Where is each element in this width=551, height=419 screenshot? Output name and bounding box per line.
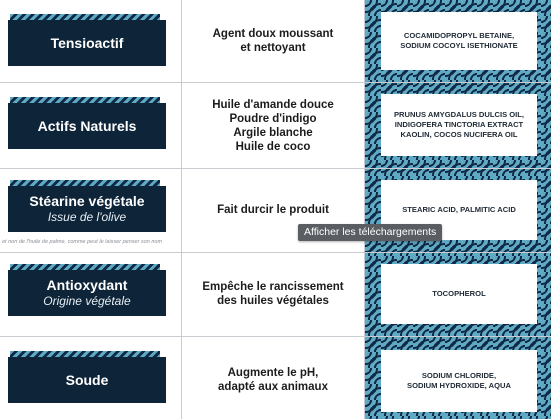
inci-line: TOCOPHEROL	[432, 289, 486, 298]
row-divider	[0, 336, 551, 337]
column-divider	[364, 0, 365, 419]
ingredient-description	[182, 348, 364, 412]
ingredient-label-subtitle: Issue de l'olive	[47, 210, 127, 224]
description-line: des huiles végétales	[217, 295, 329, 307]
inci-line: SODIUM CHLORIDE,	[421, 371, 497, 380]
description-line: Argile blanche	[233, 127, 313, 139]
inci-line: COCAMIDOPROPYL BETAINE,	[403, 31, 515, 40]
row-divider	[0, 168, 551, 169]
inci-line: KAOLIN, COCOS NUCIFERA OIL	[400, 130, 518, 139]
description-line: et nettoyant	[240, 42, 306, 54]
ingredient-label-title: Antioxydant	[46, 277, 128, 293]
inci-line: SODIUM COCOYL ISETHIONATE	[400, 41, 518, 50]
inci-line: PRUNUS AMYGDALUS DULCIS OIL,	[393, 110, 525, 119]
inci-line: STEARIC ACID, PALMITIC ACID	[402, 205, 516, 214]
ingredient-description	[182, 10, 364, 72]
ingredient-label-title: Actifs Naturels	[37, 117, 137, 134]
description-line: Agent doux moussant	[212, 28, 334, 40]
description-line: adapté aux animaux	[218, 381, 328, 393]
row-divider	[0, 82, 551, 83]
inci-line: SODIUM HYDROXIDE, AQUA	[407, 381, 511, 390]
inci-name-box	[381, 350, 537, 412]
ingredient-label-subtitle: Origine végétale	[43, 294, 131, 308]
ingredient-label-title: Tensioactif	[50, 34, 124, 51]
description-line: Augmente le pH,	[227, 367, 319, 379]
footnote-text: et non de l'huile de palme, comme peut le laisser penser son nom	[2, 239, 163, 245]
ingredient-description	[182, 262, 364, 326]
downloads-tooltip: Afficher les téléchargements	[298, 224, 442, 241]
inci-name-box	[381, 12, 537, 70]
inci-line: INDIGOFERA TINCTORIA EXTRACT	[394, 120, 524, 129]
description-line: Empêche le rancissement	[202, 281, 344, 293]
inci-name-box	[381, 264, 537, 324]
description-line: Poudre d'indigo	[229, 113, 317, 125]
description-line: Huile d'amande douce	[212, 99, 334, 111]
description-line: Huile de coco	[235, 141, 311, 153]
ingredient-label-title: Soude	[65, 371, 109, 388]
inci-name-box	[381, 94, 537, 156]
description-line: Fait durcir le produit	[217, 204, 329, 216]
ingredient-label-title: Stéarine végétale	[29, 193, 145, 209]
row-divider	[0, 252, 551, 253]
ingredient-description	[182, 92, 364, 160]
